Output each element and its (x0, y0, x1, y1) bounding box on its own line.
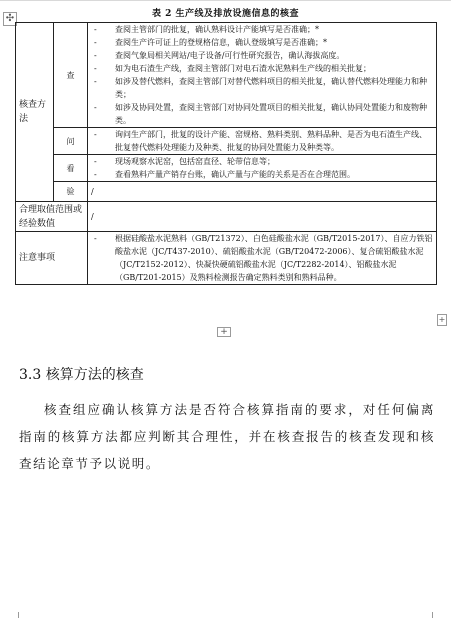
look-label-cell[interactable] (54, 155, 88, 182)
verify-label: 验 (66, 187, 75, 196)
look-list (91, 155, 433, 181)
list-item: - 查看熟料产量产销存台账，确认产量与产能的关系是否在合理范围。 (91, 168, 433, 181)
list-item: - 查阅生产许可证上的登规格信息，确认登级填写是否准确；* (91, 36, 433, 49)
notes-label-cell[interactable] (16, 232, 88, 285)
method-label: 核查方法 (19, 100, 47, 124)
verify-value: / (91, 187, 94, 196)
verify-value-cell[interactable] (88, 182, 437, 202)
list-item: - 查阅主管部门的批复，确认熟料设计产能填写是否准确；* (91, 23, 433, 36)
range-label-cell[interactable] (16, 202, 88, 232)
check-label: 查 (66, 70, 75, 80)
body-paragraph[interactable]: 核查组应确认核算方法是否符合核算指南的要求，对任何偏离指南的核算方法都应判断其合理性，并在核查报告的核查发现和核查结论章节予以说明。 (19, 402, 435, 471)
ask-items-cell[interactable] (88, 128, 437, 155)
look-label: 看 (66, 163, 75, 173)
range-value: / (91, 212, 94, 221)
check-label-cell[interactable] (54, 23, 88, 128)
section-heading: 3.3 核算方法的核查 (19, 367, 144, 383)
list-item: - 查阅气象局相关网站/电子设备/可行性研究报告，确认海拔高度。 (91, 49, 433, 62)
table-row (16, 128, 437, 155)
verify-label-cell[interactable] (54, 182, 88, 202)
notes-items-cell[interactable] (88, 232, 437, 285)
ask-label-cell[interactable] (54, 128, 88, 155)
add-column-icon[interactable]: + (438, 315, 446, 324)
ask-list (91, 128, 433, 154)
notes-label: 注意事项 (19, 253, 56, 263)
notes-list (91, 232, 433, 284)
list-item: - 如涉及协同处置，查阅主管部门对协同处置项目的相关批复，确认协同处置能力和废物种类。 (91, 101, 433, 127)
table-row (16, 23, 437, 128)
page-corner-mark (12, 612, 19, 618)
table-row (16, 182, 437, 202)
check-items-cell[interactable] (88, 23, 437, 128)
list-item: - 现场观察水泥窑，包括窑直径、轮带信息等； (91, 155, 433, 168)
range-label: 合理取值范围或经验数值 (19, 204, 83, 229)
table-row (16, 232, 437, 285)
add-row-icon[interactable]: + (217, 327, 231, 337)
table-row (16, 155, 437, 182)
table-row (16, 202, 437, 232)
method-label-cell[interactable] (16, 23, 54, 202)
check-list (91, 23, 433, 127)
list-item: - 如为电石渣生产线，查阅主管部门对电石渣水泥熟料生产线的相关批复； (91, 62, 433, 75)
look-items-cell[interactable] (88, 155, 437, 182)
page-top-edge (0, 0, 451, 1)
table-move-handle-icon[interactable]: ✣ (3, 12, 17, 26)
verification-table (15, 22, 437, 285)
list-item: - 根据硅酸盐水泥熟料（GB/T21372）、白色硅酸盐水泥（GB/T2015-2017）、自应力铁铝酸盐水泥（JC/T437-2010）、硫铝酸盐水泥（GB/T20472-2006）、复合硫铝酸盐水泥（JC/T2152-2012）、快凝快硬硫铝酸盐水泥（JC/T2282-2014）、铝酸盐水泥（GB/T201-2015）及熟料检测报告确定熟料类别和熟料品种。 (91, 232, 433, 284)
range-value-cell[interactable] (88, 202, 437, 232)
table-caption: 表 2 生产线及排放设施信息的核查 (151, 9, 300, 19)
list-item: - 如涉及替代燃料，查阅主管部门对替代燃料项目的相关批复，确认替代燃料处理能力和种类； (91, 75, 433, 101)
page-corner-mark (432, 612, 439, 618)
ask-label: 问 (66, 136, 75, 146)
list-item: - 询问生产部门，批复的设计产能、窑规格、熟料类别、熟料品种、是否为电石渣生产线、批复替代燃料处理能力及种类、批复的协同处置能力及种类等。 (91, 128, 433, 154)
